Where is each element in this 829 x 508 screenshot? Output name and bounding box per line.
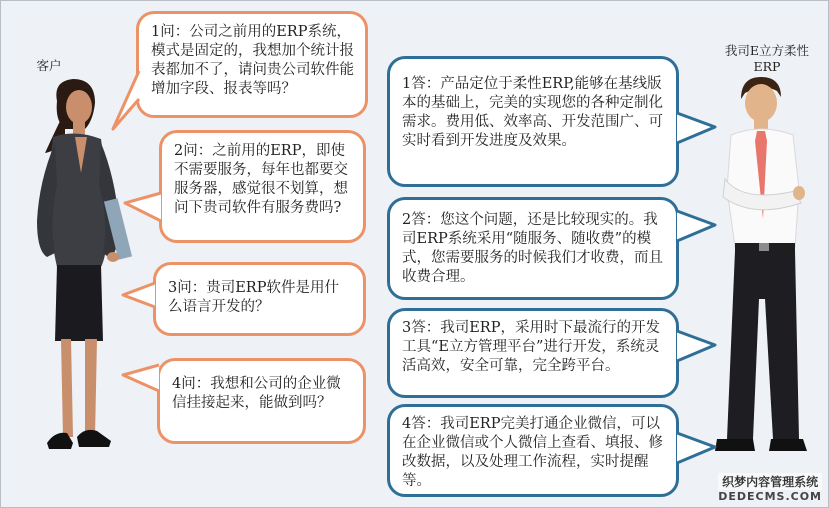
watermark-line-2: DEDECMS.COM [718, 490, 822, 503]
question-bubble-3-tail [121, 281, 157, 315]
watermark [718, 473, 822, 503]
answer-bubble-2 [387, 197, 679, 300]
question-bubble-4-tail [121, 363, 161, 397]
question-bubble-4 [157, 358, 366, 444]
answer-bubble-3-tail [675, 327, 717, 367]
answer-text-4: 4答：我司ERP完美打通企业微信，可以在企业微信或个人微信上查看、填报、修改数据，以及处理工作流程，实时提醒等。 [402, 416, 663, 489]
answer-text-2: 2答：您这个问题，还是比较现实的。我司ERP系统采用“随服务、随收费”的模式，您需要服务的时候我们才收费，而且收费合理。 [402, 212, 663, 285]
question-bubble-2-tail [123, 191, 163, 227]
answer-bubble-1 [387, 56, 679, 187]
question-bubble-1 [136, 11, 368, 118]
question-text-1: 1问：公司之前用的ERP系统，模式是固定的，我想加个统计报表都加不了，请问贵公司软件能增加字段、报表等吗？ [151, 24, 354, 97]
answer-text-3: 3答：我司ERP，采用时下最流行的开发工具“E立方管理平台”进行开发，系统灵活高效，安全可靠，完全跨平台。 [402, 320, 660, 374]
company-label: 我司E立方柔性ERP [724, 43, 810, 74]
answer-bubble-4 [387, 404, 679, 497]
question-bubble-2 [159, 130, 366, 243]
answer-bubble-4-tail [675, 429, 717, 469]
question-bubble-1-tail [109, 69, 143, 133]
question-text-2: 2问：之前用的ERP，即使不需要服务，每年也都要交服务器，感觉很不划算，想问下贵司软件有服务费吗? [174, 143, 348, 216]
customer-label: 客户 [36, 58, 62, 73]
question-text-3: 3问：贵司ERP软件是用什么语言开发的？ [168, 280, 339, 315]
answer-bubble-2-tail [675, 207, 717, 247]
company-rep-figure [703, 79, 823, 469]
customer-figure [15, 81, 155, 461]
answer-bubble-3 [387, 308, 679, 398]
question-text-4: 4问：我想和公司的企业微信挂接起来，能做到吗？ [172, 376, 341, 411]
watermark-line-1: 织梦内容管理系统 [718, 473, 822, 490]
answer-text-1: 1答：产品定位于柔性ERP,能够在基线版本的基础上，完美的实现您的各种定制化需求。费用低、效率高、开发范围广、可实时看到开发进度及效果。 [402, 76, 663, 149]
question-bubble-3 [153, 262, 366, 336]
answer-bubble-1-tail [675, 109, 717, 149]
